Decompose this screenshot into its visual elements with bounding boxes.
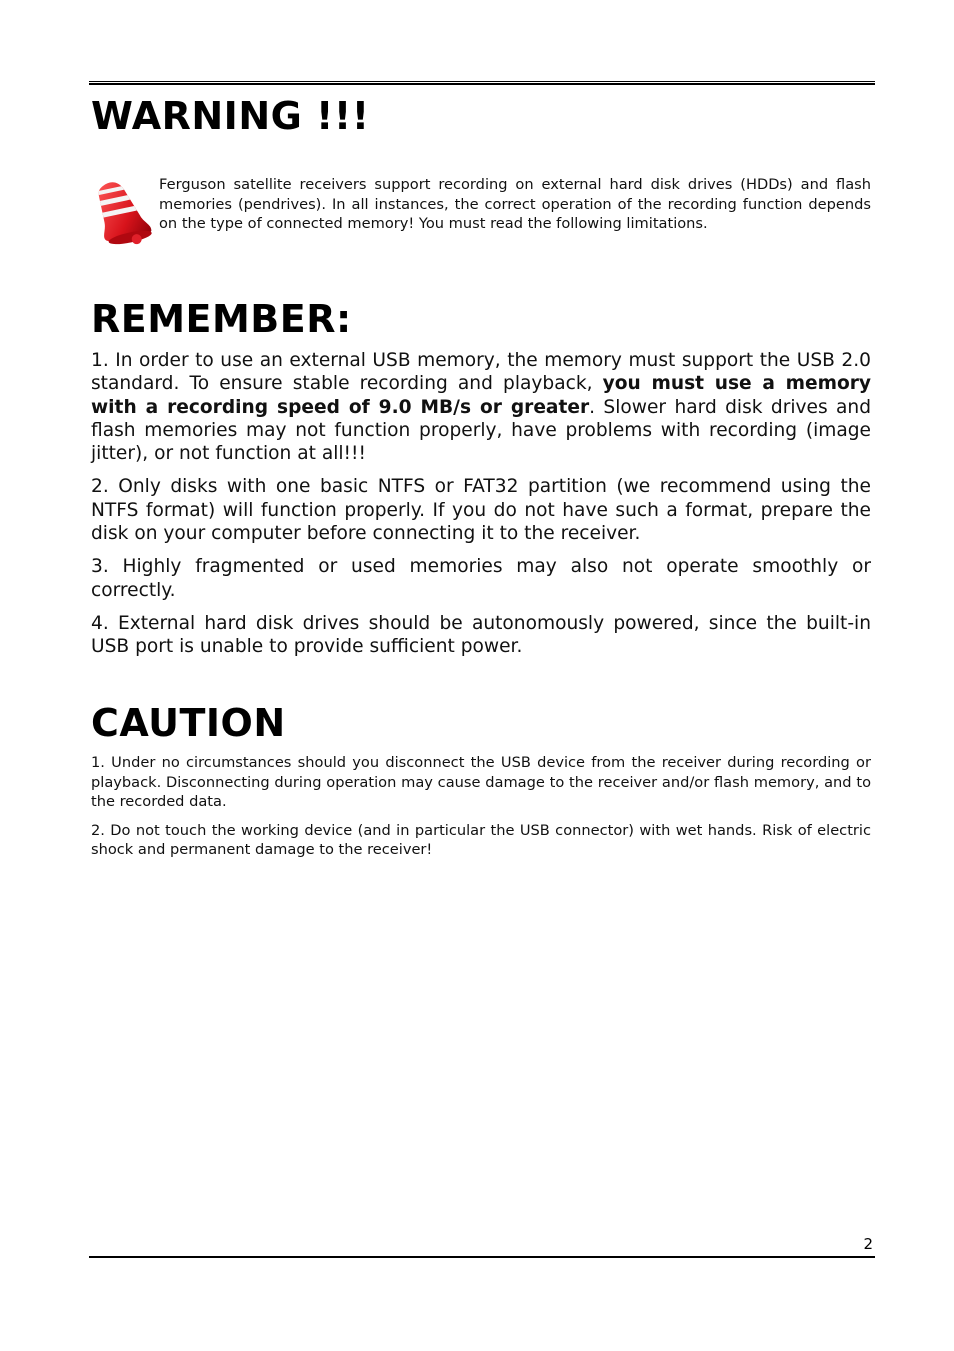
caution-heading: CAUTION xyxy=(91,701,286,745)
caution-list xyxy=(91,753,871,869)
caution-item-1: 1. Under no circumstances should you disconnect the USB device from the receiver during recording or playback. Disconnecting during operation may cause damage to the receiver and/or flash memory, and to the recorded data. xyxy=(91,754,871,811)
page-number: 2 xyxy=(863,1235,873,1253)
caution-item-2: 2. Do not touch the working device (and in particular the USB connector) with wet hands. Risk of electric shock and permanent damage to the receiver! xyxy=(91,821,871,859)
footer-rule xyxy=(89,1256,875,1258)
remember-list xyxy=(91,349,871,669)
warning-heading: WARNING !!! xyxy=(91,94,370,138)
remember-item-4: 4. External hard disk drives should be autonomously powered, since the built-in USB port is unable to provide sufficient power. xyxy=(91,612,871,658)
remember-item-1: 1. In order to use an external USB memory, the memory must support the USB 2.0 standard. To ensure stable recording and playback, you must use a memory with a recording speed of 9.0 MB/s or greater. Slower hard disk drives and flash memories may not function properly, have problems with recording (image jitter), or not function at all!!! xyxy=(91,350,872,465)
remember-item-2: 2. Only disks with one basic NTFS or FAT32 partition (we recommend using the NTFS format) will function properly. If you do not have such a format, prepare the disk on your computer before connecting it to the receiver. xyxy=(91,476,871,545)
remember-heading: REMEMBER: xyxy=(91,297,352,341)
warning-text: Ferguson satellite receivers support recording on external hard disk drives (HDDs) and flash memories (pendrives). In all instances, the correct operation of the recording function depends on the type of connected memory! You must read the following limitations. xyxy=(159,176,871,233)
remember-item-3: 3. Highly fragmented or used memories may also not operate smoothly or correctly. xyxy=(91,556,871,601)
remember-item-1-emphasis: you must use a memory with a recording speed of 9.0 MB/s or greater xyxy=(91,373,872,418)
header-rule xyxy=(89,81,875,85)
alarm-bell-icon xyxy=(95,178,155,248)
